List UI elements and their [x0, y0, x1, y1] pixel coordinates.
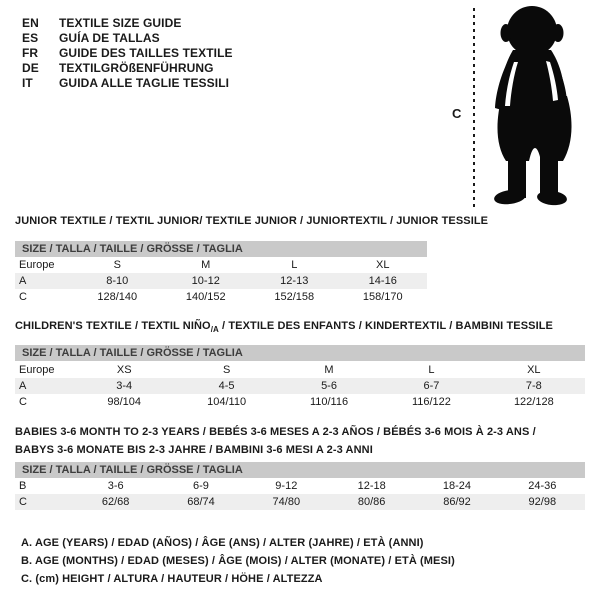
language-row [22, 31, 233, 46]
table-row [15, 478, 585, 494]
row-label: Europe [19, 364, 55, 376]
language-title: GUIDA ALLE TAGLIE TESSILI [59, 76, 230, 90]
table-cell: 3-6 [107, 480, 124, 492]
row-label: A [19, 380, 27, 392]
row-label: C [19, 396, 27, 408]
table-cell: 7-8 [525, 380, 542, 392]
language-title: TEXTILGRÖßENFÜHRUNG [59, 61, 214, 75]
language-row [22, 46, 233, 61]
table-cell: XS [116, 364, 132, 376]
table-cell: 9-12 [275, 480, 298, 492]
baby-silhouette [479, 4, 591, 208]
table-cell: 6-7 [423, 380, 440, 392]
table-cell: S [222, 364, 231, 376]
table-row [15, 494, 585, 510]
table-row [15, 273, 427, 289]
babies-table-title-line2: BABYS 3-6 MONATE BIS 2-3 JAHRE / BAMBINI 3-6 MESI A 2-3 ANNI [15, 444, 373, 456]
children-title-part: CHILDREN'S TEXTILE / TEXTIL NIÑO [15, 320, 211, 332]
language-row [22, 76, 233, 91]
language-title: GUÍA DE TALLAS [59, 31, 160, 45]
language-row [22, 16, 233, 31]
row-label: A [19, 275, 27, 287]
table-cell: 62/68 [101, 496, 130, 508]
row-label: C [19, 291, 27, 303]
table-cell: 128/140 [97, 291, 138, 303]
table-cell: 8-10 [106, 275, 129, 287]
footnote-height-cm: C. (cm) HEIGHT / ALTURA / HAUTEUR / HÖHE / ALTEZZA [21, 573, 323, 585]
babies-table-title-line1: BABIES 3-6 MONTH TO 2-3 YEARS / BEBÉS 3-6 MESES A 2-3 AÑOS / BÉBÉS 3-6 MOIS À 2-3 ANS / [15, 426, 536, 438]
height-measure-label: C [452, 106, 462, 121]
language-title: GUIDE DES TAILLES TEXTILE [59, 46, 233, 60]
table-cell: 158/170 [362, 291, 403, 303]
table-cell: 14-16 [368, 275, 397, 287]
language-title-list [22, 16, 233, 91]
table-cell: 12-13 [280, 275, 309, 287]
language-code: DE [22, 61, 39, 75]
row-label: B [19, 480, 27, 492]
table-cell: 98/104 [107, 396, 142, 408]
table-cell: 4-5 [218, 380, 235, 392]
table-cell: 104/110 [207, 396, 247, 408]
junior-table-title: JUNIOR TEXTILE / TEXTIL JUNIOR/ TEXTILE JUNIOR / JUNIORTEXTIL / JUNIOR TESSILE [15, 215, 489, 227]
table-cell: 18-24 [442, 480, 472, 492]
table-cell: 92/98 [528, 496, 557, 508]
height-measure-dashed-line [473, 8, 475, 208]
table-cell: 68/74 [187, 496, 215, 508]
language-code: EN [22, 16, 39, 30]
table-cell: XL [376, 259, 390, 271]
language-row [22, 61, 233, 76]
footnote-age-months: B. AGE (MONTHS) / EDAD (MESES) / ÂGE (MOIS) / ALTER (MONATE) / ETÀ (MESI) [21, 555, 455, 567]
table-cell: 5-6 [321, 380, 337, 392]
table-cell: 10-12 [191, 275, 220, 287]
table-cell: 110/116 [309, 396, 349, 408]
table-cell: 24-36 [528, 480, 557, 492]
footnote-age-years: A. AGE (YEARS) / EDAD (AÑOS) / ÂGE (ANS) / ALTER (JAHRE) / ETÀ (ANNI) [21, 537, 424, 549]
row-label: Europe [19, 259, 55, 271]
table-row [15, 257, 427, 273]
table-cell: 122/128 [513, 396, 554, 408]
language-code: FR [22, 46, 39, 60]
language-title: TEXTILE SIZE GUIDE [59, 16, 182, 30]
table-row [15, 289, 427, 305]
language-code: IT [22, 76, 33, 90]
table-cell: 116/122 [411, 396, 451, 408]
table-cell: 80/86 [357, 496, 386, 508]
table-cell: 6-9 [193, 480, 209, 492]
table-cell: M [201, 259, 211, 271]
table-cell: S [113, 259, 121, 271]
table-row [15, 394, 585, 410]
table-cell: 12-18 [357, 480, 386, 492]
table-cell: 3-4 [116, 380, 133, 392]
table-row [15, 362, 585, 378]
table-cell: L [428, 364, 435, 376]
children-table-title [15, 320, 553, 334]
table-cell: M [324, 364, 334, 376]
junior-size-header-bar: SIZE / TALLA / TAILLE / GRÖSSE / TAGLIA [15, 241, 427, 257]
row-label: C [19, 496, 27, 508]
table-cell: XL [527, 364, 541, 376]
table-cell: 152/158 [274, 291, 315, 303]
children-size-header-bar: SIZE / TALLA / TAILLE / GRÖSSE / TAGLIA [15, 345, 585, 361]
children-title-part: / TEXTILE DES ENFANTS / KINDERTEXTIL / BAMBINI TESSILE [218, 320, 553, 332]
children-title-subscript: /A [210, 325, 219, 335]
table-cell: 86/92 [443, 496, 471, 508]
babies-size-header-bar: SIZE / TALLA / TAILLE / GRÖSSE / TAGLIA [15, 462, 585, 478]
language-code: ES [22, 31, 39, 45]
table-cell: L [291, 259, 298, 271]
table-cell: 140/152 [185, 291, 226, 303]
table-cell: 74/80 [272, 496, 301, 508]
table-row [15, 378, 585, 394]
